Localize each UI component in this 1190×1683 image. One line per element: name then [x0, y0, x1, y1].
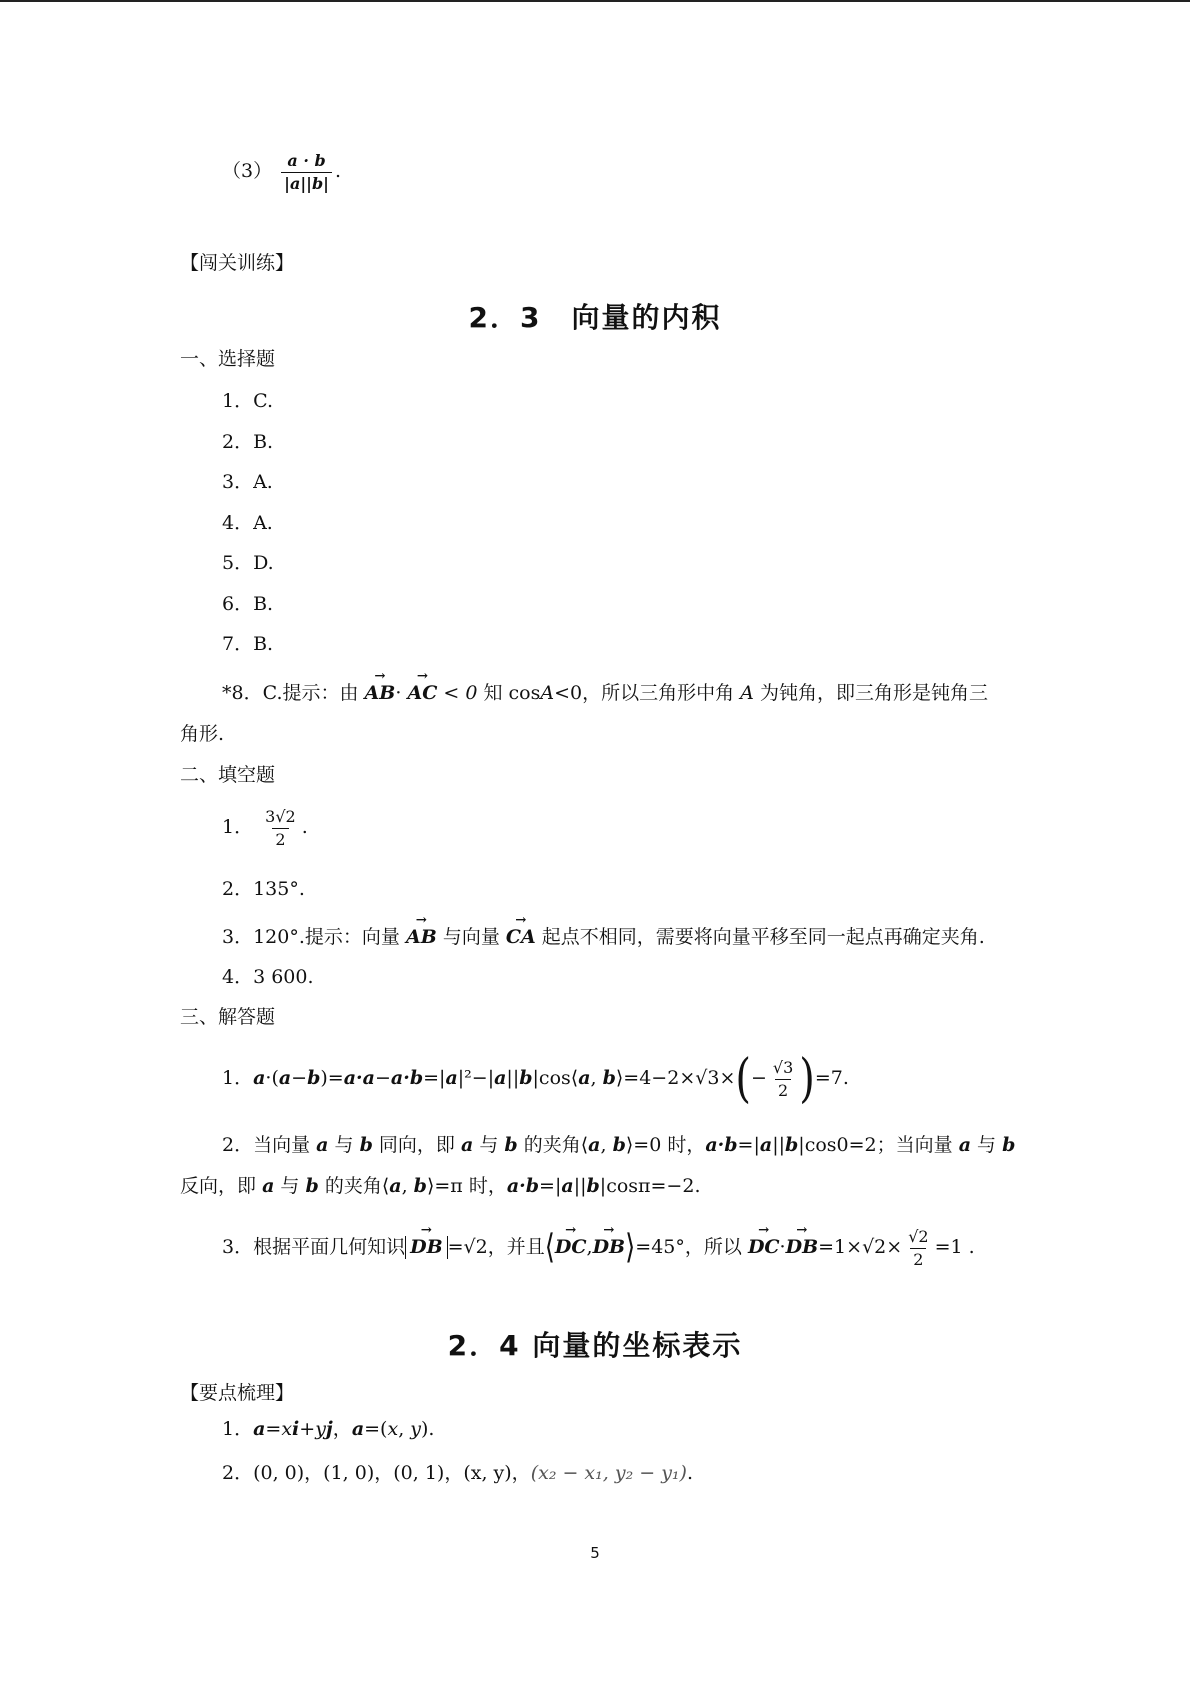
- solution-1: 1．a·(a−b)=a·a−a·b=|a|²−|a||b|cos⟨a, b⟩=4−2×√3×(− $\frac{√3}{2}$ )=7.: [222, 1049, 849, 1109]
- fill-answer-1: 1． $\frac{3√2}{2}$ .: [222, 807, 308, 849]
- vector-db: DB →: [786, 1236, 819, 1259]
- fraction-denominator: |a||b|: [281, 172, 332, 193]
- choice-answer-2: 2．B.: [222, 431, 274, 453]
- vector-ab: AB →: [365, 682, 396, 705]
- challenge-heading: 【闯关训练】: [180, 252, 295, 274]
- fill-answer-3: 3．120°.提示：向量 AB → 与向量 CA → 起点不相同，需要将向量平移至同一起点再确定夹角.: [222, 926, 985, 949]
- solution-2: 2．当向量 a 与 b 同向，即 a 与 b 的夹角⟨a, b⟩=0 时，a·b=|a||b|cos0=2；当向量 a 与 b: [222, 1134, 1016, 1156]
- choice-answer-8: *8．C.提示：由 AB →· AC → < 0 知 cosA<0，所以三角形中角 A 为钝角，即三角形是钝角三: [222, 682, 988, 705]
- fill-answer-2: 2．135°.: [222, 878, 305, 900]
- vector-dc: DC →: [748, 1236, 780, 1259]
- vector-dc: DC →: [555, 1236, 587, 1259]
- key-point-1: 1．a=xi+yj，a=(x, y).: [222, 1418, 435, 1440]
- choice-answer-3: 3．A.: [222, 471, 273, 493]
- fraction: $\frac{√2}{2}$: [908, 1227, 929, 1269]
- answer-heading: 三、解答题: [180, 1006, 276, 1028]
- solution-3: 3．根据平面几何知识 DB → =√2，并且⟨DC →,DB →⟩=45°，所以 DC →·DB →=1×√2× $\frac{√2}{2}$ =1 .: [222, 1228, 975, 1268]
- vector-db: DB →: [593, 1236, 626, 1259]
- key-points-heading: 【要点梳理】: [180, 1382, 295, 1404]
- fill-heading: 二、填空题: [180, 764, 276, 786]
- fill-answer-4: 4．3 600.: [222, 966, 314, 988]
- choice-answer-4: 4．A.: [222, 512, 273, 534]
- top-border-line: [0, 0, 1190, 2]
- key-point-2: 2．(0, 0)，(1, 0)，(0, 1)，(x, y)，(x₂ − x₁, y₂ − y₁).: [222, 1462, 694, 1484]
- item-label: （3）: [222, 160, 273, 183]
- section-title-2-4: 2．4 向量的坐标表示: [447, 1329, 743, 1362]
- solution-2-cont: 反向，即 a 与 b 的夹角⟨a, b⟩=π 时，a·b=|a||b|cosπ=−2.: [180, 1175, 701, 1197]
- choice-heading: 一、选择题: [180, 348, 276, 370]
- vector-ab: AB →: [406, 926, 437, 949]
- vector-ca: CA →: [506, 926, 536, 949]
- choice-answer-7: 7．B.: [222, 633, 274, 655]
- choice-answer-8-cont: 角形.: [180, 723, 225, 745]
- fraction: [281, 152, 332, 192]
- choice-answer-1: 1．C.: [222, 390, 273, 412]
- vector-ac: AC →: [407, 682, 437, 705]
- fraction: $\frac{√3}{2}$: [772, 1057, 794, 1100]
- choice-answer-6: 6．B.: [222, 593, 274, 615]
- choice-answer-5: 5．D.: [222, 552, 274, 574]
- item-3-line: （3） $\frac{a \cdot b}{|a||b|}$ .: [222, 151, 342, 193]
- fraction: $\frac{3√2}{2}$: [265, 807, 296, 849]
- page-number: 5: [590, 1544, 600, 1562]
- fraction-numerator: a · b: [287, 151, 326, 170]
- vector-db: DB →: [410, 1236, 443, 1259]
- section-title-2-3: 2．3 向量的内积: [468, 301, 722, 334]
